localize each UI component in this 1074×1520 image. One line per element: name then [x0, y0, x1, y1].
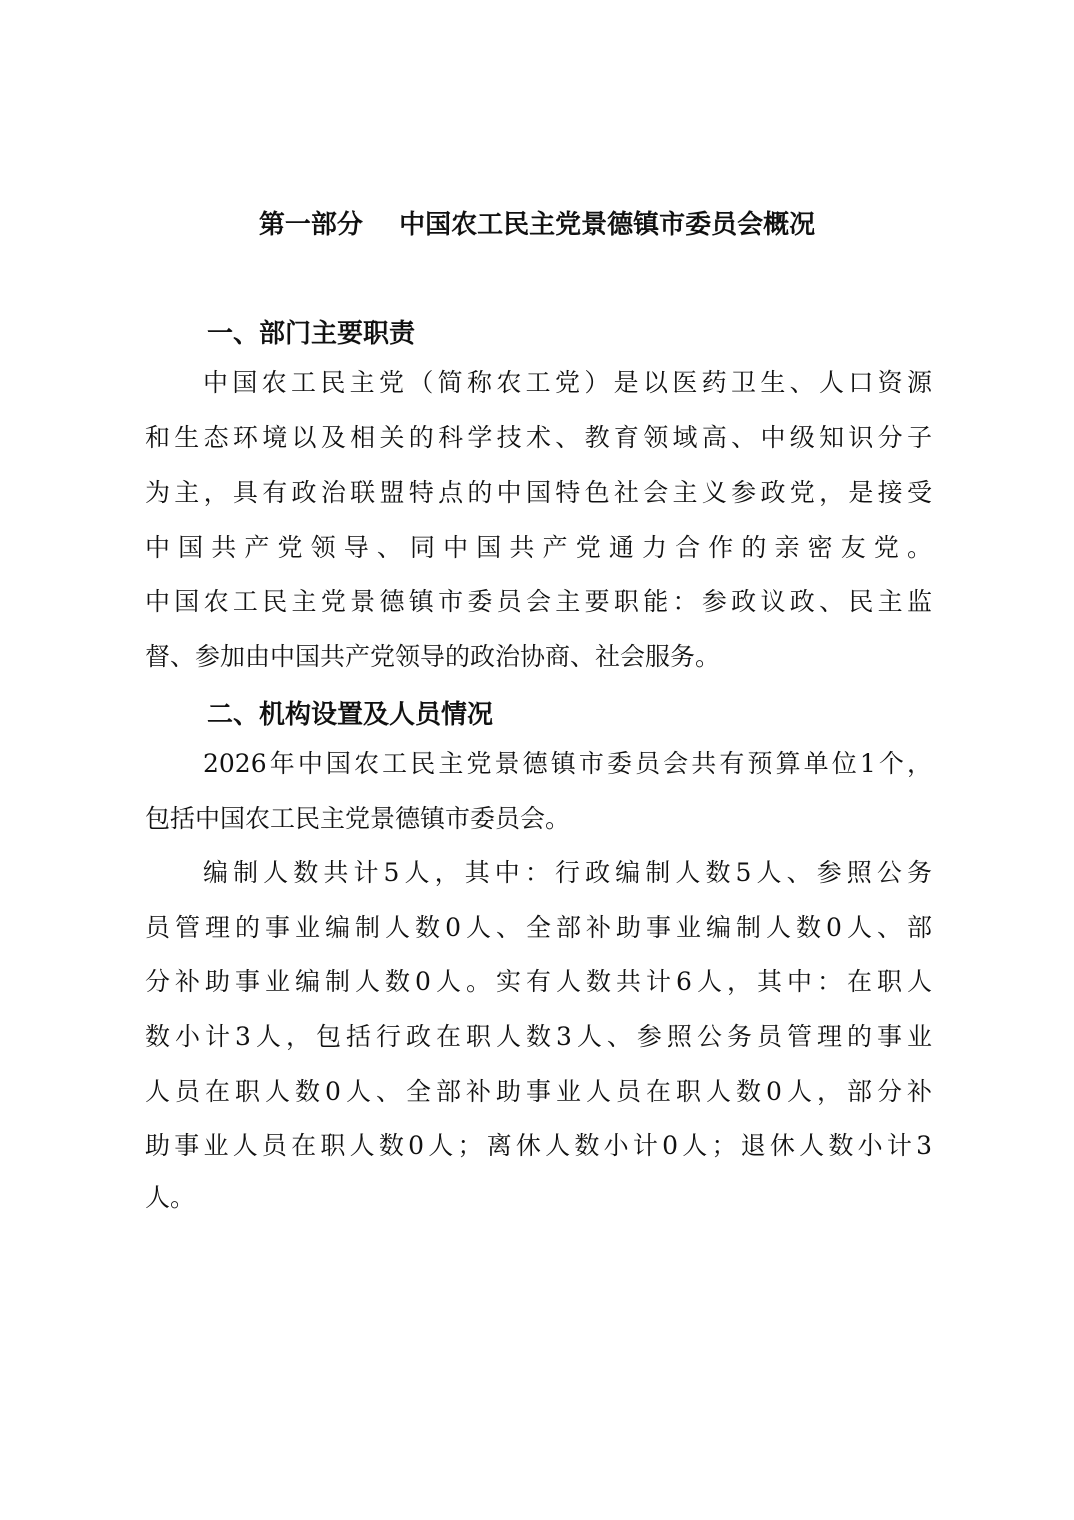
section-heading: 二、机构设置及人员情况: [207, 700, 494, 730]
page-title: 第一部分 中国农工民主党景德镇市委员会概况: [258, 210, 816, 240]
paragraph-line: 人员在职人数0人、全部补助事业人员在职人数0人，部分补: [145, 1077, 932, 1106]
paragraph-line: 2026年中国农工民主党景德镇市委员会共有预算单位1个，: [203, 749, 932, 778]
paragraph-line: 中国农工民主党景德镇市委员会主要职能：参政议政、民主监: [145, 587, 932, 616]
paragraph-line: 中国农工民主党（简称农工党）是以医药卫生、人口资源: [203, 368, 932, 397]
paragraph-line: 和生态环境以及相关的科学技术、教育领域高、中级知识分子: [145, 423, 932, 452]
paragraph-line: 数小计3人，包括行政在职人数3人、参照公务员管理的事业: [145, 1022, 932, 1051]
paragraph-line: 中国共产党领导、同中国共产党通力合作的亲密友党。: [145, 533, 932, 562]
paragraph-line: 助事业人员在职人数0人；离休人数小计0人；退休人数小计3: [145, 1131, 932, 1160]
paragraph-line: 分补助事业编制人数0人。实有人数共计6人，其中：在职人: [145, 967, 932, 996]
paragraph-line: 包括中国农工民主党景德镇市委员会。: [145, 804, 571, 833]
paragraph-line: 编制人数共计5人，其中：行政编制人数5人、参照公务: [203, 858, 932, 887]
paragraph-line: 为主，具有政治联盟特点的中国特色社会主义参政党，是接受: [145, 478, 932, 507]
paragraph-line: 人。: [145, 1183, 196, 1212]
paragraph-line: 督、参加由中国共产党领导的政治协商、社会服务。: [145, 642, 721, 671]
paragraph-line: 员管理的事业编制人数0人、全部补助事业编制人数0人、部: [145, 913, 932, 942]
section-heading: 一、部门主要职责: [207, 319, 416, 349]
